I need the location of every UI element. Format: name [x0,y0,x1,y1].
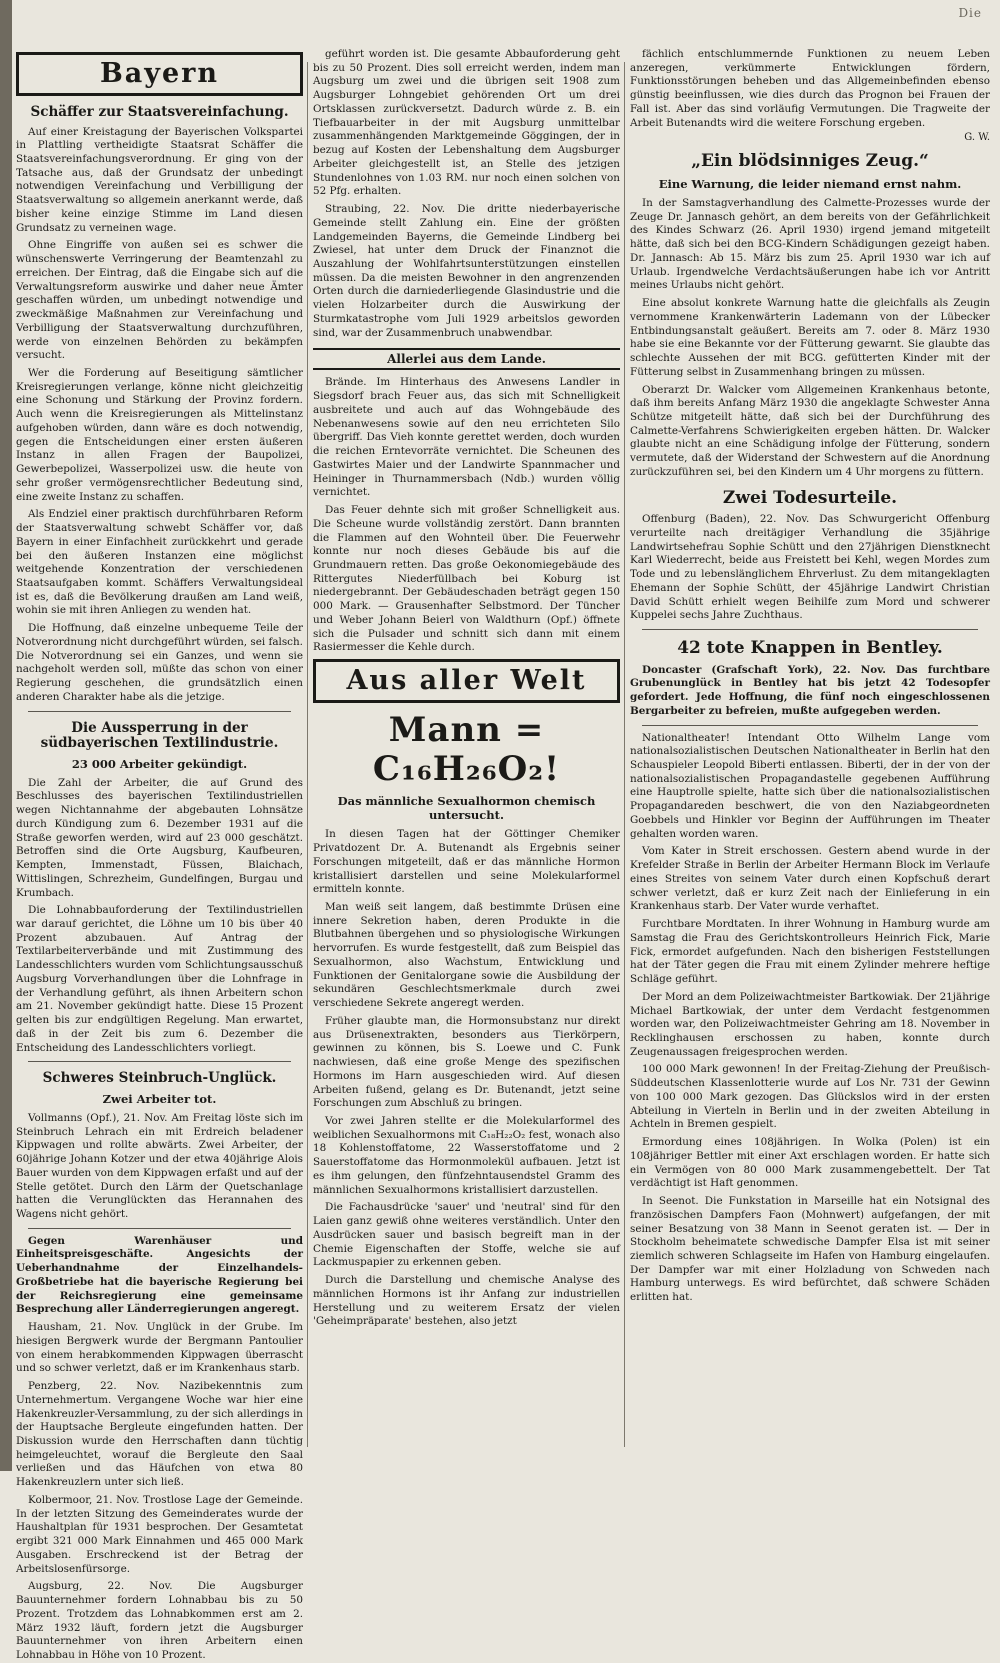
article-headline: 42 tote Knappen in Bentley. [677,638,943,659]
news-item: Nationaltheater! Intendant Otto Wilhelm Lange vom nationalsozialistischen Deutschen Nationaltheater in Berlin hat den Schauspieler Leopold Biberti entlassen. Biberti, der in der von der nationalsozialistischen Propagandastelle gegebenen Aufführung eine Hauptrolle spielte, hatte sich über die nationalsozialistischen Propagandareden beschwert, die von den Naziabgeordneten Goebbels und Hinkler vor Beginn der Aufführungen im Theater gehalten worden waren. [630,731,990,840]
article-subheadline: Das männliche Sexualhormon chemisch untersucht. [337,794,596,823]
article-paragraph: Die Fachausdrücke 'sauer' und 'neutral' sind für den Laien ganz gewiß ohne weiteres verständlich. Unter den Ausdrücken sauer und basisch begreift man in der Chemie Eigenschaften der Stoffe, welche sie auf Lackmuspapier zu erkennen geben. [313,1201,620,1269]
article-paragraph: Früher glaubte man, die Hormonsubstanz nur direkt aus Drüsenextrakten, besonders aus Tierkörpern, gewinnen zu können, bis S. Loewe und C. Funk nachwiesen, daß eine große Menge des spezifischen Hormons im Harn ausgeschieden wird. Auf diesen Arbeiten fußend, gelang es Dr. Butenandt, jetzt seine Forschungen zum Abschluß zu bringen. [313,1014,620,1110]
column-right [630,48,990,1458]
article-paragraph: Vor zwei Jahren stellte er die Molekularformel des weiblichen Sexualhormons mit C₁₈H₂₂O₂ fest, wonach also 18 Kohlenstoffatome, 22 Wasserstoffatome und 2 Sauerstoffatome das Hormonmolekül aufbauen. Jetzt ist es ihm gelungen, den fünfzehntausendstel Gramm des männlichen Sexualhormons kristallisiert darzustellen. [313,1114,620,1196]
column-left [16,48,303,1662]
separator-rule [28,1228,291,1229]
page-binding-edge [0,0,12,1471]
article-paragraph: Man weiß seit langem, daß bestimmte Drüsen eine innere Sekretion haben, deren Produkte in die Blutbahnen übergehen und so physiologische Wirkungen hervorrufen. Es wurde festgestellt, daß zum Beispiel das Sexualhormon, also Wachstum, Entwicklung und Funktionen der Genitalorgane sowie die Ausbildung der sekundären Geschlechtsmerkmale durch zwei verschiedene Sekrete angeregt werden. [313,900,620,1010]
news-item: Gegen Warenhäuser und Einheitspreisgeschäfte. Angesichts der Ueberhandnahme der Einzelhandels-Großbetriebe hat die bayerische Regierung bei der Reichsregierung eine gemeinsame Besprechung aller Länderregierungen angeregt. [16,1234,303,1316]
article-headline: Zwei Todesurteile. [722,487,898,508]
article-lead: Doncaster (Grafschaft York), 22. Nov. Das furchtbare Grubenunglück in Bentley hat bis jetzt 42 Todesopfer gefordert. Jede Hoffnung, die fünf noch eingeschlossenen Bergarbeiter zu befreien, mußte aufgegeben werden. [630,663,990,717]
news-item: Hausham, 21. Nov. Unglück in der Grube. Im hiesigen Bergwerk wurde der Bergmann Pantoulier von einem herabkommenden Kippwagen überrascht und so schwer verletzt, daß er im Krankenhaus starb. [16,1321,303,1375]
article-paragraph: Die Zahl der Arbeiter, die auf Grund des Beschlusses des bayerischen Textilindustriellen wegen Nichtannahme der abgebauten Lohnsätze durch Kündigung zum 6. Dezember 1931 auf die Straße geworfen werden, wird auf 23 000 geschätzt. Betroffen sind die Orte Augsburg, Kaufbeuren, Kempten, Immenstadt, Füssen, Blaichach, Wittislingen, Schrezheim, Gundelfingen, Burgau und Krumbach. [16,776,303,899]
article-paragraph: In der Samstagverhandlung des Calmette-Prozesses wurde der Zeuge Dr. Jannasch gehört, an dem bereits von der Gefährlichkeit des Kindes Schwarz (26. April 1930) irgend jemand mitgeteilt hätte, daß sich bei den BCG-Kindern Schädigungen gezeigt haben. Dr. Jannasch: Ab 15. März bis zum 25. April 1930 war ich auf Urlaub. Irgendwelche Verdachtsäußerungen habe ich vor Antritt meines Urlaubs nicht gehört. [630,196,990,292]
article-paragraph: Auf einer Kreistagung der Bayerischen Volkspartei in Plattling vertheidigte Staatsrat Schäffer die Staatsvereinfachungsverordnung. Er ging von der Tatsache aus, daß der Grundsatz der unbedingt notwendigen Vereinfachung und Verbilligung der Staatsverwaltung so allgemein anerkannt werde, daß bisher keine einzige Stimme im Land diesen Grundsatz zu verneinen wage. [16,125,303,234]
article-paragraph: Offenburg (Baden), 22. Nov. Das Schwurgericht Offenburg verurteilte nach dreitägiger Verhandlung die 35jährige Landwirtsehefrau Sophie Schütt und den 27jährigen Dienstknecht Karl Wiederrecht, beide aus Freistett bei Kehl, wegen Mordes zum Tode und zu lebenslänglichem Ehrverlust. Zu dem mitangeklagten Ehemann der Sophie Schütt, der 45jährige Landwirt Christian David Schütt erhielt wegen Beihilfe zum Mord und schwerer Kuppelei sechs Jahre Zuchthaus. [630,513,990,622]
news-item: Penzberg, 22. Nov. Nazibekenntnis zum Unternehmertum. Vergangene Woche war hier eine Hakenkreuzler-Versammlung, zu der sich allerdings in der Hauptsache Bergleute eingefunden hatten. Der Diskussion wurde den Herrschaften dann tüchtig heimgeleuchtet, worauf die Bergleute den Saal verließen und das Häufchen von etwa 80 Hakenkreuzlern unter sich ließ. [16,1380,303,1489]
news-item: Der Mord an dem Polizeiwachtmeister Bartkowiak. Der 21jährige Michael Bartkowiak, der unter dem Verdacht festgenommen worden war, den Polizeiwachtmeister Gehring am 18. November in Recklinghausen erschossen zu haben, konnte durch Zeugenaussagen freigesprochen werden. [630,990,990,1058]
article-paragraph: Wer die Forderung auf Beseitigung sämtlicher Kreisregierungen verlange, könne nicht gleichzeitig eine Schonung und Stärkung der Provinz fordern. Auch wenn die Kreisregierungen als Mittelinstanz aufgehoben würden, dann wäre es doch notwendig, gegen die Entscheidungen einer ersten äußeren Instanz in allen Fragen der Baupolizei, Gewerbepolizei, Wasserpolizei usw. die heute von sehr großer vermögensrechtlicher Bedeutung sind, eine zweite Instanz zu schaffen. [16,367,303,503]
article-paragraph: fächlich entschlummernde Funktionen zu neuem Leben anzeregen, verkümmerte Entwicklungen fördern, Funktionsstörungen beheben und das Allgemeinbefinden ebenso günstig beeinflussen, wie dies durch das Prognon bei Frauen der Fall ist. Aber das sind vorläufig Vermutungen. Die Tragweite der Arbeit Butenandts wird die weitere Forschung ergeben. [630,48,990,129]
news-item: Straubing, 22. Nov. Die dritte niederbayerische Gemeinde stellt Zahlung ein. Eine der größten Landgemeinden Bayerns, die Gemeinde Lindberg bei Zwiesel, hat unter dem Druck der Finanznot die Auszahlung der Wohlfahrtsunterstützungen einstellen müssen. Da die meisten Bewohner in den angrenzenden Orten durch die darniederliegende Glasindustrie und die vielen Holzarbeiter durch die Auswirkung der Sturmkatastrophe vom Juli 1929 arbeitslos geworden sind, war der Zusammenbruch unabwendbar. [313,203,620,339]
section-bar-allerlei: Allerlei aus dem Lande. [313,348,620,370]
news-item: In Seenot. Die Funkstation in Marseille hat ein Notsignal des französischen Dampfers Faon (Mohnwert) aufgefangen, der mit seiner Besatzung von 38 Mann in Seenot geraten ist. — Der in Stockholm beheimatete schwedische Dampfer Elsa ist mit seiner ziemlich schweren Schlagseite im Hafen von Hamburg eingelaufen. Der Dampfer war mit einer Holzladung von Schweden nach Hamburg unterwegs. Es wird befürchtet, daß schwere Schäden erlitten hat. [630,1195,990,1304]
article-paragraph: Als Endziel einer praktisch durchführbaren Reform der Staatsverwaltung schwebt Schäffer vor, daß Bayern in einer Einfachheit zurückkehrt und gerade bei den äußeren Instanzen eine möglichst weitgehende Konzentration der verschiedenen Staatsaufgaben kommt. Schäffers Verwaltungsideal ist es, daß die Bevölkerung draußen am Land weiß, wohin sie mit ihren Anliegen zu wenden hat. [16,508,303,617]
article-subheadline: Zwei Arbeiter tot. [102,1091,217,1106]
article-headline-formula: Mann = C₁₆H₂₆O₂! [372,710,561,790]
section-header-aus-aller-welt: Aus aller Welt [313,659,620,703]
news-item: 100 000 Mark gewonnen! In der Freitag-Ziehung der Preußisch-Süddeutschen Klassenlotterie wurde auf Los Nr. 731 der Gewinn von 100 000 Mark gezogen. Das Glückslos wird in der ersten Abteilung in Vierteln in Berlin und in der zweiten Abteilung in Achteln in Bremen gespielt. [630,1063,990,1131]
article-headline: Schweres Steinbruch-Unglück. [42,1070,277,1087]
news-item: Vom Kater in Streit erschossen. Gestern abend wurde in der Krefelder Straße in Berlin der Arbeiter Hermann Block im Verlaufe eines Streites von seinem Vater durch einen Kopfschuß derart schwer verletzt, daß er kurz Zeit nach der Einlieferung in ein Krankenhaus starb. Der Vater wurde verhaftet. [630,845,990,913]
article-subheadline: Eine Warnung, die leider niemand ernst nahm. [658,176,962,191]
article-headline: Schäffer zur Staatsvereinfachung. [30,104,289,120]
section-header-bayern: Bayern [16,52,303,96]
article-headline: „Ein blödsinniges Zeug.“ [691,151,929,172]
article-paragraph: Eine absolut konkrete Warnung hatte die gleichfalls als Zeugin vernommene Krankenwärterin Lademann von der Lübecker Entbindungsanstalt geäußert. Bereits am 7. oder 8. März 1930 habe sie eine Bekannte vor der Fütterung gewarnt. Sie glaubte das schlechte Aussehen der mit BCG. gefütterten Kinder mit der Fütterung selbst in Zusammenhang bringen zu müssen. [630,297,990,378]
author-signature: G. W. [964,132,990,144]
article-paragraph: Die Lohnabbauforderung der Textilindustriellen war darauf gerichtet, die Löhne um 10 bis über 40 Prozent abzubauen. Auf Antrag der Textilarbeiterverbände und mit Zustimmung des Landesschlichters wurden vom Schlichtungsausschuß Augsburg Vorverhandlungen über die Lohnfrage in der Verhandlung geführt, als ihnen Arbeitern schon am 21. November gekündigt hatte. Diese 15 Prozent gelten bis zur endgültigen Regelung. Man erwartet, daß in der Zeit bis zum 6. Dezember die Entscheidung des Landesschlichters vorliegt. [16,904,303,1054]
news-item: Furchtbare Mordtaten. In ihrer Wohnung in Hamburg wurde am Samstag die Frau des Gerichtskontrolleurs Heinrich Fick, Marie Fick, ermordet aufgefunden. Nach den bisherigen Feststellungen hat der Täter gegen die Frau mit einem Zylinder mehrere heftige Schläge geführt. [630,918,990,986]
article-paragraph: geführt worden ist. Die gesamte Abbauforderung geht bis zu 50 Prozent. Dies soll erreicht werden, indem man Augsburg um zwei und die übrigen seit 1908 zum Augsburger Lohngebiet gehörenden Ort um drei Ortsklassen zurückversetzt. Dadurch würde z. B. ein Tiefbauarbeiter in der mit Augsburg unmittelbar zusammenhängenden Marktgemeinde Göggingen, der in bezug auf Kosten der Lebenshaltung dem Augsburger Arbeiter gleichgestellt ist, an Stelle des jetzigen Stundenlohnes von 1.03 RM. nur noch einen solchen von 52 Pfg. erhalten. [313,48,620,198]
article-paragraph: Vollmanns (Opf.), 21. Nov. Am Freitag löste sich im Steinbruch Lehrach ein mit Erdreich beladener Kippwagen und rollte abwärts. Zwei Arbeiter, der 60jährige Johann Kotzer und der etwa 40jährige Alois Bauer wurden von dem Kippwagen erfaßt und auf der Stelle getötet. Durch den Lärm der Quetschanlage hatten die Verunglückten das Herannahen des Wagens nicht gehört. [16,1111,303,1220]
article-paragraph: In diesen Tagen hat der Göttinger Chemiker Privatdozent Dr. A. Butenandt als Ergebnis seiner Forschungen mitgeteilt, daß er das männliche Hormon kristallisiert darstellen und seine Molekularformel ermitteln konnte. [313,828,620,896]
column-divider [307,62,308,1447]
separator-rule [642,629,978,630]
article-paragraph: Ohne Eingriffe von außen sei es schwer die wünschenswerte Verringerung der Beamtenzahl zu erreichen. Der Eintrag, daß die Eingabe sich auf die Verwaltungsreform auswirke und daher neue Ämter geschaffen würden, um unbedingt notwendige und zweckmäßige Maßnahmen zur Vereinfachung und Verbilligung der Staatsverwaltung durchzuführen, werde von einzelnen Behörden zu bekämpfen versucht. [16,239,303,362]
article-paragraph: Durch die Darstellung und chemische Analyse des männlichen Hormons ist ihr Anfang zur industriellen Herstellung und zu weiterem Ersatz der vielen 'Geheimpräparate' bestehen, also jetzt [313,1274,620,1328]
news-item: Augsburg, 22. Nov. Die Augsburger Bauunternehmer fordern Lohnabbau bis zu 50 Prozent. Trotzdem das Lohnabkommen erst am 2. März 1932 läuft, fordern jetzt die Augsburger Bauunternehmer von ihren Arbeitern einen Lohnabbau in Höhe von 10 Prozent. [16,1580,303,1662]
separator-rule [642,725,978,726]
article-subheadline: 23 000 Arbeiter gekündigt. [71,756,248,771]
column-middle [313,48,620,1458]
article-paragraph: Oberarzt Dr. Walcker vom Allgemeinen Krankenhaus betonte, daß ihm bereits Anfang März 1930 die angeklagte Schwester Anna Schütze mitgeteilt hätte, daß sich bei der Durchführung des Calmette-Verfahrens Schwierigkeiten ergeben hätten. Dr. Walcker glaubte nicht an eine Schädigung infolge der Fütterung, sondern vermutete, daß der Widerstand der Schwestern auf die Anordnung zurückzuführen sei, bei den Kindern um 4 Uhr morgens zu füttern. [630,383,990,478]
page-header-fragment: Die [958,6,982,20]
separator-rule [28,711,291,712]
news-item: Brände. Im Hinterhaus des Anwesens Landler in Siegsdorf brach Feuer aus, das sich mit Schnelligkeit ausbreitete und auch auf das Wohngebäude des Nebenanwesens sowie auf den neu errichteten Silo übergriff. Das Vieh konnte gerettet werden, doch wurden die reichen Erntevorräte vernichtet. Die Scheunen des Gastwirtes Maier und der Landwirte Spannmacher und Heininger in Thurnammersbach (Ndb.) wurden völlig vernichtet. [313,376,620,499]
article-paragraph: Die Hoffnung, daß einzelne unbequeme Teile der Notverordnung nicht durchgeführt würden, sei falsch. Die Notverordnung sei ein Ganzes, und wenn sie nachgeholt werden soll, müßte das schon von einer Regierung geschehen, die grundsätzlich einen anderen Charakter habe als die jetzige. [16,622,303,703]
news-item: Kolbermoor, 21. Nov. Trostlose Lage der Gemeinde. In der letzten Sitzung des Gemeinderates wurde der Haushaltplan für 1931 besprochen. Der Gesamtetat ergibt 321 000 Mark Einnahmen und 465 000 Mark Ausgaben. Erschreckend ist der Betrag der Arbeitslosenfürsorge. [16,1493,303,1575]
news-item: Das Feuer dehnte sich mit großer Schnelligkeit aus. Die Scheune wurde vollständig zerstört. Dann brannten die Flammen auf den Wohnteil über. Die Feuerwehr konnte nur noch dieses Gebäude bis auf die Grundmauern retten. Das große Oekonomiegebäude des Rittergutes Niederfüllbach bei Koburg ist niedergebrannt. Der Gebäudeschaden beträgt gegen 150 000 Mark. — Grausenhafter Selbstmord. Der Tüncher und Weber Johann Beierl von Waldthurn (Opf.) öffnete sich die Pulsader und schnitt sich dann mit einem Rasiermesser die Kehle durch. [313,504,620,654]
column-divider [624,62,625,1447]
article-headline: Die Aussperrung in der südbayerischen Textilindustrie. [40,719,279,752]
separator-rule [28,1061,291,1062]
news-item: Ermordung eines 108jährigen. In Wolka (Polen) ist ein 108jähriger Bettler mit einer Axt erschlagen worden. Er hatte sich ein Vermögen von 80 000 Mark zusammengebettelt. Der Tat verdächtigt ist Haft genommen. [630,1136,990,1190]
